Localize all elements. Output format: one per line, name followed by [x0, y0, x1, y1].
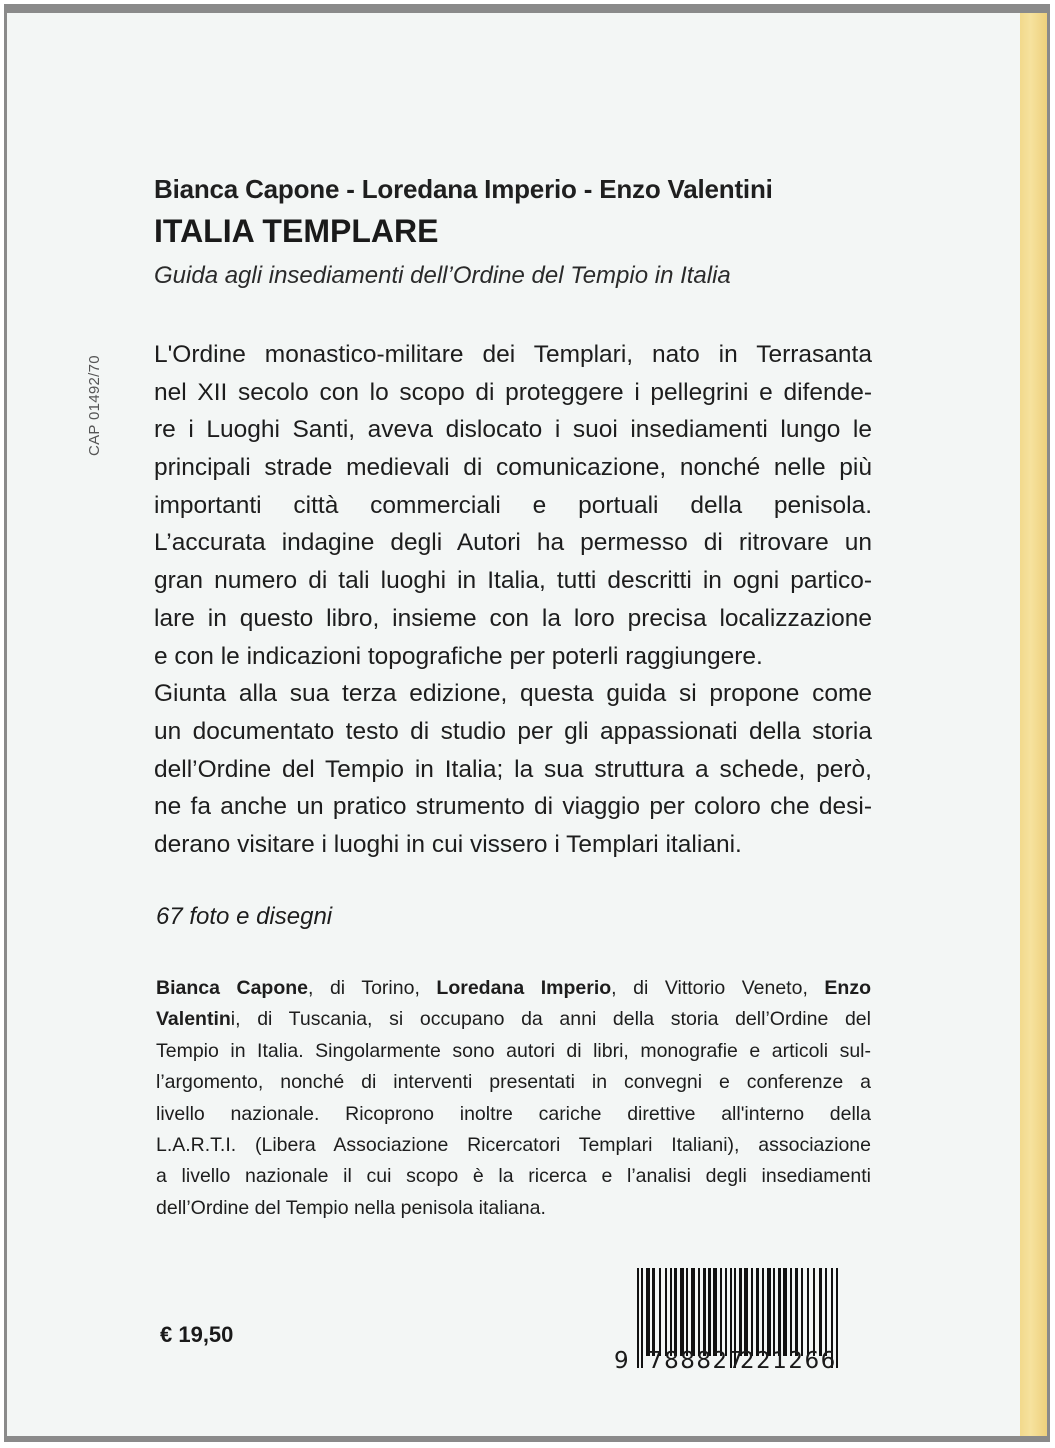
- book-spine-edge: [1020, 13, 1047, 1436]
- bio-text: i: [230, 1008, 236, 1031]
- book-title: ITALIA TEMPLARE: [154, 213, 439, 249]
- blurb-line: gran numero di tali luoghi in Italia, tutti descritti in ogni partico-: [154, 567, 872, 595]
- bio-text: , di Tuscania, si occupano da anni della storia dell’Ordine del: [235, 1008, 871, 1031]
- isbn-right-group: 221266: [740, 1348, 837, 1374]
- author-name: Bianca Capone: [156, 977, 308, 999]
- bio-line: L.A.R.T.I. (Libera Associazione Ricercatori Templari Italiani), associazione: [156, 1133, 871, 1156]
- bio-line: Tempio in Italia. Singolarmente sono autori di libri, monografie e articoli sul-: [156, 1039, 871, 1062]
- blurb-paragraph: [154, 336, 872, 864]
- blurb-line: ne fa anche un pratico strumento di viaggio per coloro che desi-: [154, 793, 872, 821]
- isbn-first-digit: 9: [614, 1348, 631, 1374]
- bio-line: l’argomento, nonché di interventi presentati in convegni e conferenze a: [156, 1071, 871, 1094]
- photos-note: 67 foto e disegni: [156, 903, 333, 930]
- blurb-line: un documentato testo di studio per gli appassionati della storia: [154, 717, 872, 745]
- bio-text: , di Vittorio Veneto,: [611, 977, 825, 999]
- price-label: € 19,50: [160, 1322, 234, 1347]
- book-subtitle: Guida agli insediamenti dell’Ordine del Tempio in Italia: [154, 262, 731, 289]
- bio-line: [156, 1004, 871, 1035]
- blurb-line: nel XII secolo con lo scopo di proteggere i pellegrini e difende-: [154, 378, 872, 406]
- blurb-line: re i Luoghi Santi, aveva dislocato i suoi insediamenti lungo le: [154, 416, 872, 444]
- blurb-line: Giunta alla sua terza edizione, questa guida si propone come: [154, 680, 872, 708]
- blurb-line: lare in questo libro, insieme con la loro precisa localizzazione: [154, 604, 872, 632]
- blurb-line: derano visitare i luoghi in cui vissero i Templari italiani.: [154, 830, 742, 858]
- blurb-line: dell’Ordine del Tempio in Italia; la sua struttura a schede, però,: [154, 755, 872, 783]
- blurb-line: e con le indicazioni topografiche per poterli raggiungere.: [154, 642, 763, 670]
- blurb-line: L'Ordine monastico-militare dei Templari, nato in Terrasanta: [154, 341, 872, 368]
- bio-line: livello nazionale. Ricoprono inoltre cariche direttive all'interno della: [156, 1102, 871, 1125]
- author-name: Enzo: [824, 977, 871, 999]
- bio-line: [156, 973, 871, 1004]
- authors-bio: [156, 973, 871, 1224]
- author-name: Loredana Imperio: [436, 977, 612, 999]
- blurb-line: principali strade medievali di comunicazione, nonché nelle più: [154, 454, 872, 482]
- blurb-line: L’accurata indagine degli Autori ha permesso di ritrovare un: [154, 529, 872, 557]
- bio-line: a livello nazionale il cui scopo è la ricerca e l’analisi degli insediamenti: [156, 1165, 871, 1188]
- blurb-line: importanti città commerciali e portuali della penisola.: [154, 491, 872, 519]
- authors-heading: Bianca Capone - Loredana Imperio - Enzo Valentini: [154, 174, 773, 204]
- bio-line: dell’Ordine del Tempio nella penisola italiana.: [156, 1196, 546, 1219]
- isbn-left-group: 788827: [648, 1348, 745, 1374]
- author-name: Valentin: [156, 1008, 231, 1031]
- bio-text: , di Torino,: [308, 977, 437, 999]
- catalog-code: CAP 01492/70: [86, 355, 103, 456]
